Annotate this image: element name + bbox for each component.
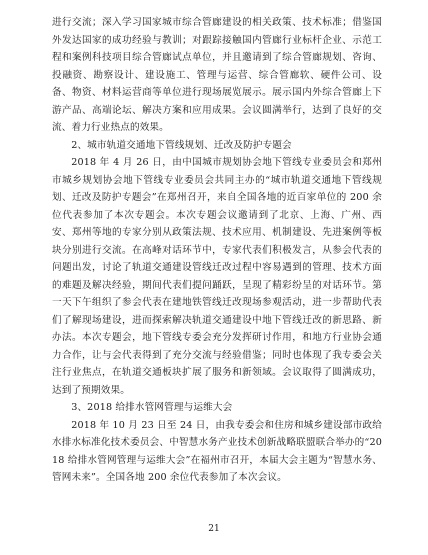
section-heading-2: 2、城市轨道交通地下管线规划、迁改及防护专题会	[71, 139, 292, 151]
document-page	[52, 14, 382, 534]
section-heading-3: 3、2018 给排水管网管理与运维大会	[71, 402, 233, 413]
intro-paragraph: 进行交流；深入学习国家城市综合管廊建设的相关政策、技术标准；借鉴国外发达国家的成功经验与教训；对跟踪接触国内管廊行业标杆企业、示范工程和案例科技项目综合管廊试点单位，并且邀请到了综合管廊规划、咨询、投融资、勘察设计、建设施工、管理与运营、综合管廊软、硬件公司、设备、物资、材料运营商等单位进行现场展览展示。展示国内外综合管廊上下游产品、高端论坛、解决方案和应用成果。会议圆满举行，达到了良好的交流、着力行业热点的效果。	[52, 17, 382, 133]
section-3-paragraph: 2018 年 10 月 23 日至 24 日，由我专委会和住房和城乡建设部市政给水排水标准化技术委员会、中智慧水务产业技术创新战略联盟联合举办的“2018 给排水管网管理与运维大会”在福州市召开，本届大会主题为“智慧水务、管网未来”。全国各地 200 余位代表参加了本次会议。	[52, 419, 382, 483]
section-2-paragraph: 2018 年 4 月 26 日，由中国城市规划协会地下管线专业委员会和郑州市城乡规划协会地下管线专业委员会共同主办的“城市轨道交通地下管线规划、迁改及防护专题会”在郑州召开，来自全国各地的近百家单位的 200 余位代表参加了本次专题会。本次专题会议邀请到了北京、上海、广州、西安、郑州等地的专家分别从政策法规、技术应用、机制建设、先进案例等板块分别进行交流。在高峰对话环节中，专家代表们积极发言，从参会代表的问题出发，讨论了轨道交通建设管线迁改过程中容易遇到的管理、技术方面的难题及解决经验，期间代表们提问踊跃，呈现了精彩纷呈的对话环节。第一天下午组织了参会代表在建地铁管线迁改现场参观活动，进一步帮助代表们了解现场建设，进而探索解决轨道交通建设中地下管线迁改的新思路、新办法。本次专题会，地下管线专委会充分发挥研讨作用，和地方行业协会通力合作，让与会代表得到了充分交流与经验借鉴；同时也体现了我专委会关注行业焦点，在轨道交通板块扩展了服务和新领域。会议取得了圆满成功，达到了预期效果。	[52, 157, 382, 396]
page-number: 21	[208, 524, 220, 534]
